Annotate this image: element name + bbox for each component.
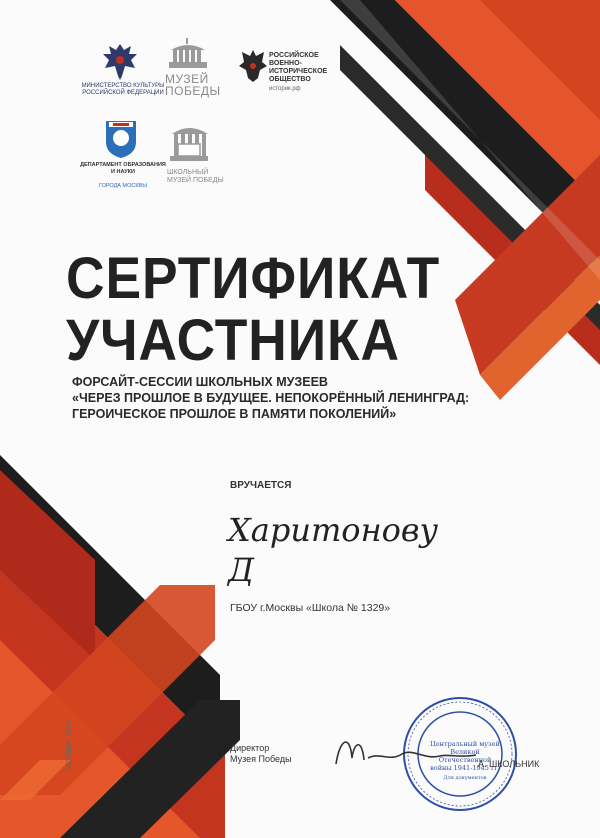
subtitle-line-2: «ЧЕРЕЗ ПРОШЛОЕ В БУДУЩЕЕ. НЕПОКОРЁННЫЙ ЛЕНИНГРАД: [72,391,470,405]
director-line-2: Музея Победы [230,754,292,764]
rvio-logo-text: РОССИЙСКОЕ ВОЕННО-ИСТОРИЧЕСКОЕ ОБЩЕСТВО [269,52,328,83]
recipient-line-1: Харитонову [228,511,439,549]
director-signature [330,728,480,773]
eagle-emblem-icon [95,40,145,84]
awarded-label: ВРУЧАЕТСЯ [230,480,292,491]
subtitle-line-3: ГЕРОИЧЕСКОЕ ПРОШЛОЕ В ПАМЯТИ ПОКОЛЕНИЙ» [72,407,397,421]
rvio-eagle-icon [238,48,268,84]
department-logo-text: ДЕПАРТАМЕНТ ОБРАЗОВАНИЯ И НАУКИ [80,162,166,175]
museum-logo-text: МУЗЕЙ ПОБЕДЫ [165,72,221,98]
department-city-text: ГОРОДА МОСКВЫ [98,183,148,189]
signatory-name: А. ШКОЛЬНИК [478,759,540,769]
city-year: МОСКВА, 2021 [66,721,73,770]
title-line-1: СЕРТИФИКАТ [66,246,441,311]
stamp-center-text: Центральный музей Великой Отечественной войны 1941-1945 гг. [430,740,500,772]
school-name: ГБОУ г.Москвы «Школа № 1329» [230,602,391,614]
rvio-url: историк.рф [269,86,301,92]
event-subtitle [72,374,469,422]
recipient-name [228,510,438,590]
recipient-line-2: Д [228,551,255,589]
director-title [230,743,292,765]
subtitle-line-1: ФОРСАЙТ-СЕССИИ ШКОЛЬНЫХ МУЗЕЕВ [72,375,328,389]
department-shield-icon [103,118,139,160]
school-museum-logo-text: ШКОЛЬНЫЙ МУЗЕЙ ПОБЕДЫ [167,169,224,184]
director-line-1: Директор [230,743,270,753]
certificate-title [66,248,440,372]
school-museum-icon [168,118,210,168]
ministry-logo-text: МИНИСТЕРСТВО КУЛЬТУРЫ РОССИЙСКОЙ ФЕДЕРАЦИИ [81,83,165,96]
monument-icon [165,38,211,74]
stamp-bottom-text: Для документов [443,775,487,781]
title-line-2: УЧАСТНИКА [66,308,400,373]
